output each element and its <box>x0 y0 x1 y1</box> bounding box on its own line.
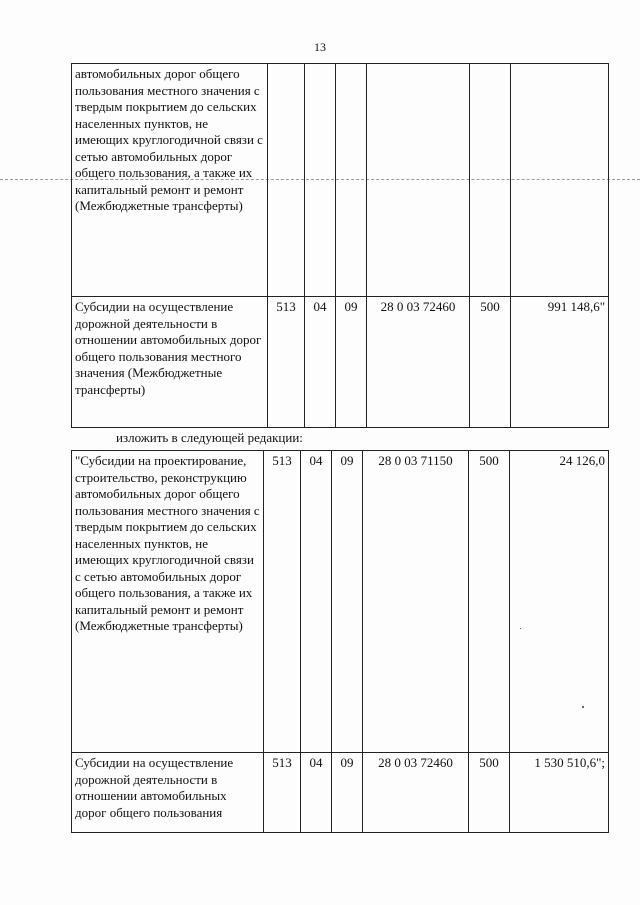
section-code-cell: 04 <box>301 753 332 833</box>
table-row <box>72 297 609 428</box>
amount-cell: 1 530 510,6"; <box>510 753 609 833</box>
subsection-code-cell <box>336 64 367 297</box>
ministry-code-cell <box>268 64 305 297</box>
page-number: 13 <box>314 40 326 54</box>
amount-cell: 991 148,6" <box>511 297 609 428</box>
amount-cell <box>511 64 609 297</box>
scan-speck <box>582 706 584 708</box>
ministry-code-cell: 513 <box>264 753 301 833</box>
scan-speck <box>520 628 521 629</box>
section-code-cell <box>305 64 336 297</box>
table-row <box>72 753 609 833</box>
row-name-cell: Субсидии на осуществление дорожной деятельности в отношении автомобильных дорог общего пользования местного значения (Межбюджетные трансферты) <box>72 297 268 428</box>
expense-type-cell: 500 <box>469 451 510 753</box>
subsection-code-cell: 09 <box>336 297 367 428</box>
row-name-cell: "Субсидии на проектирование, строительство, реконструкцию автомобильных дорог общего пользования местного значения с твердым покрытием до сельских населенных пунктов, не имеющих круглогодичной связи с сетью автомобильных дорог общего пользования, а также их капитальный ремонт и ремонт (Межбюджетные трансферты) <box>72 451 264 753</box>
subsection-code-cell: 09 <box>332 451 363 753</box>
intro-text: изложить в следующей редакции: <box>116 430 303 445</box>
row-name-cell: Субсидии на осуществление дорожной деятельности в отношении автомобильных дорог общего пользования <box>72 753 264 833</box>
target-article-cell: 28 0 03 72460 <box>363 753 469 833</box>
expense-type-cell: 500 <box>469 753 510 833</box>
section-code-cell: 04 <box>301 451 332 753</box>
ministry-code-cell: 513 <box>268 297 305 428</box>
target-article-cell <box>367 64 470 297</box>
expense-type-cell: 500 <box>470 297 511 428</box>
subsection-code-cell: 09 <box>332 753 363 833</box>
ministry-code-cell: 513 <box>264 451 301 753</box>
budget-table-new <box>71 450 609 833</box>
row-name-cell: автомобильных дорог общего пользования местного значения с твердым покрытием до сельских населенных пунктов, не имеющих круглогодичной связи с сетью автомобильных дорог общего пользования, а также их капитальный ремонт и ремонт (Межбюджетные трансферты) <box>72 64 268 297</box>
section-code-cell: 04 <box>305 297 336 428</box>
target-article-cell: 28 0 03 71150 <box>363 451 469 753</box>
table-row <box>72 451 609 753</box>
table-row <box>72 64 609 297</box>
amount-cell: 24 126,0 <box>510 451 609 753</box>
target-article-cell: 28 0 03 72460 <box>367 297 470 428</box>
budget-table-previous <box>71 63 609 428</box>
expense-type-cell <box>470 64 511 297</box>
